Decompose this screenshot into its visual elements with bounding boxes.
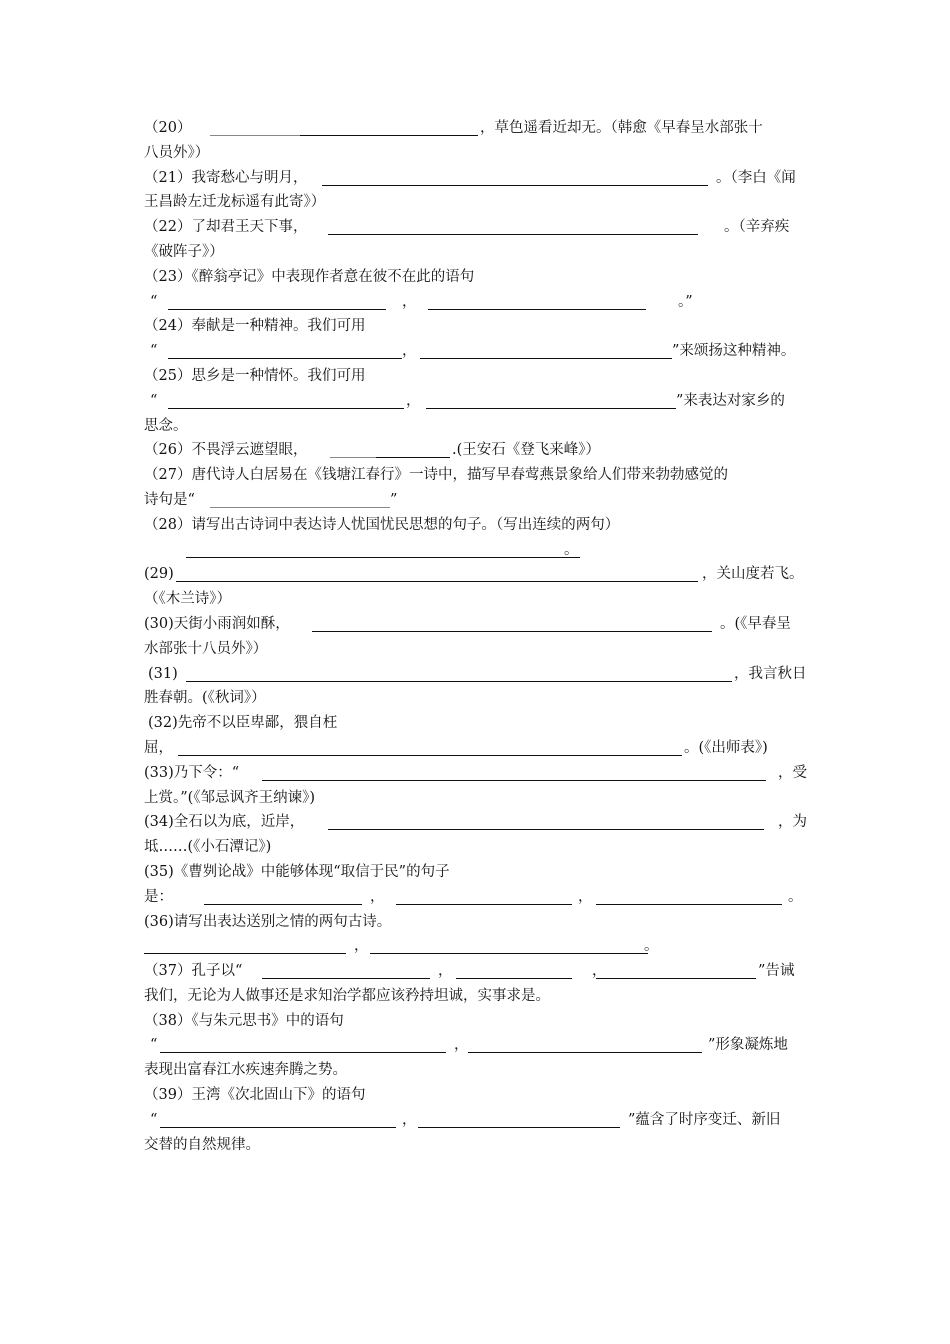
item-38-comma: ， — [454, 1037, 469, 1054]
item-39-blank-b[interactable] — [418, 1127, 620, 1128]
item-29-number: (29) — [144, 566, 174, 583]
item-33-line1 — [144, 761, 808, 786]
item-34-source: 坻……(《小石潭记》) — [144, 839, 272, 856]
item-23-open-quote: “ — [150, 293, 158, 310]
item-24-line2 — [144, 339, 808, 364]
item-20-number: （20） — [144, 120, 192, 136]
item-36-comma: ， — [354, 938, 369, 955]
item-30-line1 — [144, 612, 808, 637]
item-33-blank[interactable] — [262, 780, 766, 781]
item-36-blank-b[interactable] — [370, 953, 648, 954]
item-24-open-quote: “ — [150, 343, 158, 360]
item-25-close: ”来表达对家乡的 — [676, 392, 785, 409]
item-30-text: (30)天街小雨润如酥， — [144, 615, 290, 632]
item-35-line2 — [144, 885, 808, 910]
item-23-blank-a[interactable] — [168, 309, 386, 310]
item-31-text: ，我言秋日 — [734, 665, 807, 682]
item-26-blank-a[interactable] — [330, 457, 376, 458]
item-23-prompt: （23）《醉翁亭记》中表现作者意在彼不在此的语句 — [144, 268, 475, 285]
item-37-comma-1: ， — [438, 963, 453, 980]
item-35-lead: 是： — [144, 888, 173, 905]
item-26-line1 — [144, 438, 808, 463]
item-24-prompt: （24）奉献是一种精神。我们可用 — [144, 318, 366, 335]
item-25-comma: ， — [406, 392, 421, 409]
item-33-after: ，受 — [778, 764, 807, 781]
item-34-line1 — [144, 810, 808, 835]
item-22-blank[interactable] — [328, 234, 698, 235]
item-37-line1 — [144, 959, 808, 984]
item-37-blank-a[interactable] — [262, 978, 430, 979]
item-30-source: 水部张十八员外》） — [144, 640, 268, 657]
item-34-after: ，为 — [778, 814, 807, 831]
item-29-line1 — [144, 562, 808, 587]
item-20-source: 八员外》） — [144, 144, 210, 161]
item-39-cont: 交替的自然规律。 — [144, 1136, 260, 1153]
item-27-lead: 诗句是“ — [144, 491, 195, 508]
item-33-source: 上赏。”(《邹忌讽齐王纳谏》) — [144, 789, 315, 806]
item-25-prompt: （25）思乡是一种情怀。我们可用 — [144, 367, 366, 384]
item-30-blank[interactable] — [312, 631, 712, 632]
item-35-blank-c[interactable] — [596, 904, 782, 905]
item-29-source: （《木兰诗》） — [144, 591, 231, 608]
item-24-blank-a[interactable] — [168, 358, 402, 359]
item-38-cont: 表现出富春江水疾速奔腾之势。 — [144, 1062, 347, 1079]
item-37-text: （37）孔子以“ — [144, 963, 243, 980]
worksheet — [144, 116, 808, 1157]
item-36-period: 。 — [644, 938, 659, 955]
item-34-text: (34)全石以为底，近岸， — [144, 814, 305, 831]
item-37-blank-b[interactable] — [456, 978, 572, 979]
item-25-cont: 思念。 — [144, 417, 188, 434]
item-25-blank-a[interactable] — [168, 408, 404, 409]
item-24-comma: ， — [402, 343, 417, 360]
item-25-open-quote: “ — [150, 392, 158, 409]
item-33-text: (33)乃下令：“ — [144, 764, 240, 781]
item-28-blank[interactable] — [186, 557, 580, 558]
item-27-prompt: （27）唐代诗人白居易在《钱塘江春行》一诗中，描写早春莺燕景象给人们带来勃勃感觉的 — [144, 467, 728, 484]
item-36-line2 — [144, 934, 808, 959]
item-24-blank-b[interactable] — [420, 358, 672, 359]
item-25-blank-b[interactable] — [426, 408, 676, 409]
item-38-line2 — [144, 1033, 808, 1058]
item-23-blank-b[interactable] — [428, 309, 646, 310]
item-21-blank[interactable] — [322, 185, 708, 186]
item-21-text: （21）我寄愁心与明月， — [144, 169, 308, 186]
item-38-blank-b[interactable] — [468, 1052, 702, 1053]
item-32-blank[interactable] — [178, 755, 682, 756]
item-27-blank[interactable] — [210, 507, 390, 508]
item-22-text: （22）了却君王天下事， — [144, 219, 308, 236]
item-39-close: ”蕴含了时序变迁、新旧 — [628, 1111, 781, 1128]
item-27-line2 — [144, 488, 808, 513]
item-36-blank-a[interactable] — [144, 953, 346, 954]
item-27-close-quote: ” — [390, 491, 398, 508]
item-35-comma-2: ， — [578, 888, 593, 905]
item-37-blank-c[interactable] — [596, 978, 756, 979]
item-23-line2 — [144, 290, 808, 315]
item-36-prompt: (36)请写出表达送别之情的两句古诗。 — [144, 913, 392, 930]
item-22-source-start: 。（辛弃疾 — [724, 219, 790, 236]
item-38-close: ”形象凝炼地 — [708, 1037, 788, 1054]
item-31-blank[interactable] — [186, 681, 732, 682]
item-39-blank-a[interactable] — [160, 1127, 396, 1128]
item-20-blank-b[interactable] — [300, 135, 478, 136]
item-38-prompt: （38）《与朱元思书》中的语句 — [144, 1012, 344, 1029]
item-21-line1 — [144, 166, 808, 191]
item-37-cont: 我们，无论为人做事还是求知治学都应该矜持坦诚，实事求是。 — [144, 987, 550, 1004]
item-31-number: (31) — [148, 665, 178, 682]
item-35-comma-1: ， — [370, 888, 385, 905]
item-32-line2 — [144, 736, 808, 761]
item-35-prompt: (35)《曹刿论战》中能够体现“取信于民”的句子 — [144, 863, 450, 880]
item-25-line2 — [144, 389, 808, 414]
item-26-source: .(王安石《登飞来峰》） — [452, 442, 601, 459]
item-38-open-quote: “ — [150, 1037, 158, 1054]
item-39-comma: ， — [402, 1111, 417, 1128]
item-32-text: (32)先帝不以臣卑鄙，猥自枉 — [148, 715, 338, 732]
item-28-prompt: （28）请写出古诗词中表达诗人忧国忧民思想的句子。（写出连续的两句） — [144, 516, 620, 533]
item-28-period: 。 — [564, 541, 579, 558]
item-32-lead: 屈， — [144, 739, 173, 756]
item-20-line1 — [144, 116, 808, 141]
item-20-text: ，草色遥看近却无。（韩愈《早春呈水部张十 — [480, 120, 763, 136]
item-23-comma: ， — [402, 293, 417, 310]
item-31-line1 — [144, 662, 808, 687]
item-35-blank-a[interactable] — [204, 904, 362, 905]
item-30-source-start: 。(《早春呈 — [720, 615, 791, 632]
item-28-line2 — [144, 538, 808, 563]
item-21-source: 王昌龄左迁龙标遥有此寄》） — [144, 194, 326, 211]
item-23-close: 。” — [678, 293, 693, 310]
item-35-blank-b[interactable] — [396, 904, 572, 905]
item-32-source: 。(《出师表》) — [684, 739, 768, 756]
item-38-blank-a[interactable] — [160, 1052, 446, 1053]
item-29-blank[interactable] — [176, 581, 698, 582]
item-20-blank-a[interactable] — [210, 135, 300, 136]
item-37-after: ”告诫 — [758, 963, 795, 980]
item-26-text: （26）不畏浮云遮望眼， — [144, 442, 308, 459]
item-34-blank[interactable] — [328, 829, 764, 830]
item-22-source: 《破阵子》） — [144, 243, 224, 260]
item-39-line2 — [144, 1108, 808, 1133]
item-26-blank-b[interactable] — [376, 457, 450, 458]
item-39-open-quote: “ — [150, 1111, 158, 1128]
item-21-source-start: 。（李白《闻 — [716, 169, 796, 186]
item-22-line1 — [144, 215, 808, 240]
item-31-source: 胜春朝。(《秋词》） — [144, 690, 266, 707]
item-29-text: ，关山度若飞。 — [702, 566, 804, 583]
item-39-prompt: （39）王湾《次北固山下》的语句 — [144, 1087, 366, 1104]
item-37-comma-2: ， — [592, 963, 607, 980]
item-35-period: 。 — [788, 888, 803, 905]
item-24-close: ”来颂扬这种精神。 — [672, 343, 796, 360]
